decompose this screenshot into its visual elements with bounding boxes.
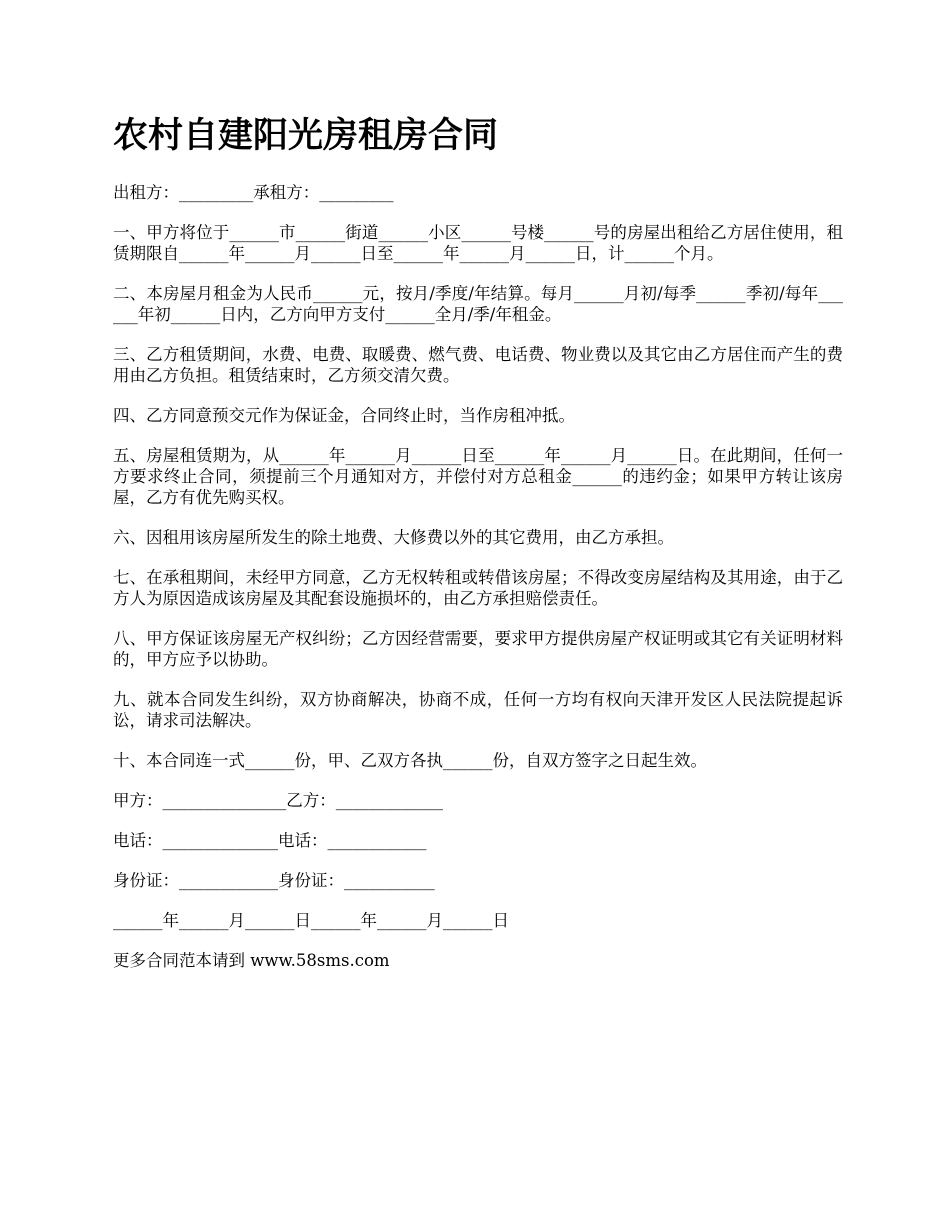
signature-phone-line: 电话：______________电话：____________ — [113, 831, 427, 850]
signature-id-line: 身份证：____________身份证：___________ — [113, 871, 435, 890]
parties-line: 出租方：_________承租方：_________ — [113, 183, 394, 202]
signature-parties-line: 甲方：_______________乙方：_____________ — [113, 791, 443, 810]
clause-5: 五、房屋租赁期为，从______年______月______日至______年______月______日。在此期间，任何一方要求终止合同，须提前三个月通知对方，并偿付对方总租金______的违约金；如果甲方转让该房屋，乙方有优先购买权。 — [113, 446, 843, 507]
clause-7: 七、在承租期间，未经甲方同意，乙方无权转租或转借该房屋；不得改变房屋结构及其用途，由于乙方人为原因造成该房屋及其配套设施损坏的，由乙方承担赔偿责任。 — [113, 568, 843, 608]
clause-1: 一、甲方将位于______市______街道______小区______号楼______号的房屋出租给乙方居住使用，租赁期限自______年______月______日至______年______月______日，计______个月。 — [113, 223, 843, 263]
clause-3: 三、乙方租赁期间，水费、电费、取暖费、燃气费、电话费、物业费以及其它由乙方居住而产生的费用由乙方负担。租赁结束时，乙方须交清欠费。 — [113, 345, 843, 385]
clause-4: 四、乙方同意预交元作为保证金，合同终止时，当作房租冲抵。 — [113, 406, 575, 425]
signature-date-line: ______年______月______日______年______月______日 — [113, 911, 509, 930]
clause-8: 八、甲方保证该房屋无产权纠纷；乙方因经营需要，要求甲方提供房屋产权证明或其它有关证明材料的，甲方应予以协助。 — [113, 629, 843, 669]
contract-page — [113, 112, 843, 990]
clause-6: 六、因租用该房屋所发生的除土地费、大修费以外的其它费用，由乙方承担。 — [113, 528, 674, 547]
clause-2: 二、本房屋月租金为人民币______元，按月/季度/年结算。每月______月初/每季______季初/每年______年初______日内，乙方向甲方支付______全月/季/年租金。 — [113, 284, 843, 324]
document-title: 农村自建阳光房租房合同 — [113, 116, 499, 156]
clause-10: 十、本合同连一式______份，甲、乙双方各执______份，自双方签字之日起生效。 — [113, 751, 707, 770]
footer-link-text: 更多合同范本请到 www.58sms.com — [113, 951, 390, 970]
clause-9: 九、就本合同发生纠纷，双方协商解决，协商不成，任何一方均有权向天津开发区人民法院提起诉讼，请求司法解决。 — [113, 690, 843, 730]
